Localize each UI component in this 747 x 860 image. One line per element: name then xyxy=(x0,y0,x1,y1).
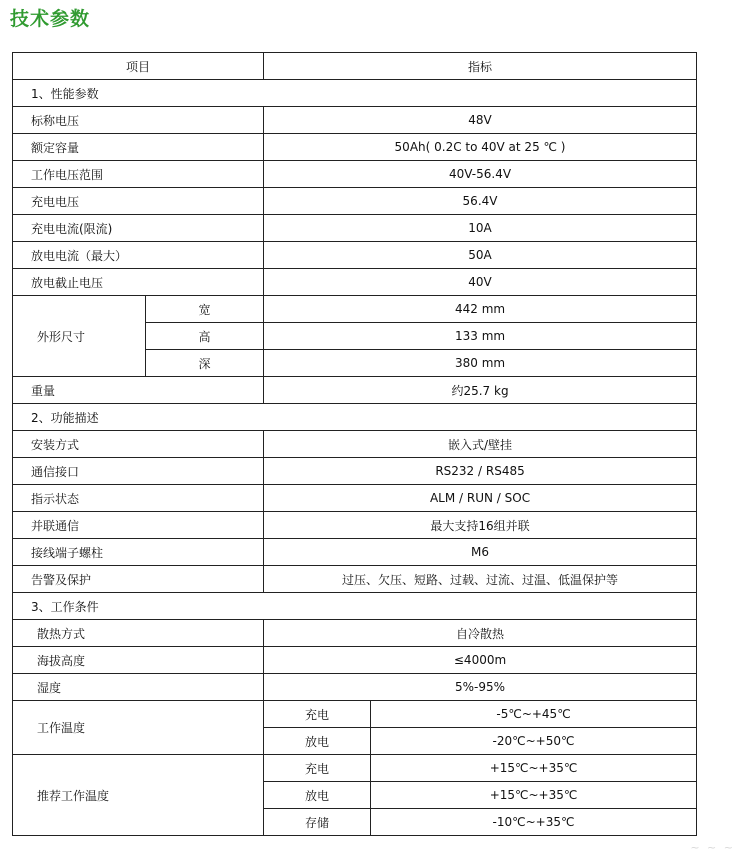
row-value: 40V xyxy=(264,269,697,296)
table-row xyxy=(13,134,697,161)
sub-label: 放电 xyxy=(264,728,371,755)
watermark: ~ ~ ~ xyxy=(690,841,735,854)
table-row xyxy=(13,620,697,647)
table-row xyxy=(13,485,697,512)
row-label: 并联通信 xyxy=(13,512,264,539)
row-label: 指示状态 xyxy=(13,485,264,512)
sub-label: 存储 xyxy=(264,809,371,836)
sub-label: 深 xyxy=(146,350,264,377)
row-value: 嵌入式/壁挂 xyxy=(264,431,697,458)
row-value: 380 mm xyxy=(264,350,697,377)
sub-label: 宽 xyxy=(146,296,264,323)
row-value: 最大支持16组并联 xyxy=(264,512,697,539)
page-title: 技术参数 xyxy=(10,8,91,30)
section-row xyxy=(13,80,697,107)
table-row xyxy=(13,215,697,242)
sub-label: 高 xyxy=(146,323,264,350)
row-value: 5%-95% xyxy=(264,674,697,701)
row-label: 重量 xyxy=(13,377,264,404)
row-value: RS232 / RS485 xyxy=(264,458,697,485)
row-value: 133 mm xyxy=(264,323,697,350)
row-label: 标称电压 xyxy=(13,107,264,134)
row-value: 10A xyxy=(264,215,697,242)
row-value: +15℃~+35℃ xyxy=(371,755,697,782)
table-row xyxy=(13,296,697,323)
row-value: +15℃~+35℃ xyxy=(371,782,697,809)
sub-label: 充电 xyxy=(264,755,371,782)
header-item: 项目 xyxy=(13,53,264,80)
section-title: 1、性能参数 xyxy=(13,80,697,107)
row-label: 安装方式 xyxy=(13,431,264,458)
row-value: 约25.7 kg xyxy=(264,377,697,404)
sub-label: 放电 xyxy=(264,782,371,809)
row-label: 充电电流(限流) xyxy=(13,215,264,242)
group-label: 外形尺寸 xyxy=(13,296,146,377)
row-label: 充电电压 xyxy=(13,188,264,215)
table-row xyxy=(13,431,697,458)
table-row xyxy=(13,566,697,593)
table-row xyxy=(13,512,697,539)
table-row xyxy=(13,458,697,485)
section-row xyxy=(13,404,697,431)
row-value: -5℃~+45℃ xyxy=(371,701,697,728)
section-title: 3、工作条件 xyxy=(13,593,697,620)
row-value: 50A xyxy=(264,242,697,269)
section-title: 2、功能描述 xyxy=(13,404,697,431)
row-label: 告警及保护 xyxy=(13,566,264,593)
table-row xyxy=(13,269,697,296)
row-value: -20℃~+50℃ xyxy=(371,728,697,755)
table-row xyxy=(13,242,697,269)
table-row xyxy=(13,107,697,134)
row-value: 过压、欠压、短路、过载、过流、过温、低温保护等 xyxy=(264,566,697,593)
group-label: 推荐工作温度 xyxy=(13,755,264,836)
table-row xyxy=(13,161,697,188)
row-label: 海拔高度 xyxy=(13,647,264,674)
row-label: 工作电压范围 xyxy=(13,161,264,188)
row-value: 自冷散热 xyxy=(264,620,697,647)
row-label: 接线端子螺柱 xyxy=(13,539,264,566)
row-value: 40V-56.4V xyxy=(264,161,697,188)
table-row xyxy=(13,188,697,215)
table-row xyxy=(13,377,697,404)
table-row xyxy=(13,674,697,701)
row-value: 56.4V xyxy=(264,188,697,215)
row-value: M6 xyxy=(264,539,697,566)
section-row xyxy=(13,593,697,620)
row-value: -10℃~+35℃ xyxy=(371,809,697,836)
table-row xyxy=(13,701,697,728)
row-value: 442 mm xyxy=(264,296,697,323)
row-label: 放电截止电压 xyxy=(13,269,264,296)
row-value: 48V xyxy=(264,107,697,134)
table-row xyxy=(13,755,697,782)
header-spec: 指标 xyxy=(264,53,697,80)
spec-table xyxy=(12,52,697,836)
sub-label: 充电 xyxy=(264,701,371,728)
table-header-row xyxy=(13,53,697,80)
group-label: 工作温度 xyxy=(13,701,264,755)
row-label: 湿度 xyxy=(13,674,264,701)
row-label: 散热方式 xyxy=(13,620,264,647)
row-label: 额定容量 xyxy=(13,134,264,161)
table-row xyxy=(13,647,697,674)
table-row xyxy=(13,539,697,566)
row-value: ALM / RUN / SOC xyxy=(264,485,697,512)
row-label: 放电电流（最大） xyxy=(13,242,264,269)
row-value: ≤4000m xyxy=(264,647,697,674)
row-value: 50Ah( 0.2C to 40V at 25 ℃ ) xyxy=(264,134,697,161)
row-label: 通信接口 xyxy=(13,458,264,485)
